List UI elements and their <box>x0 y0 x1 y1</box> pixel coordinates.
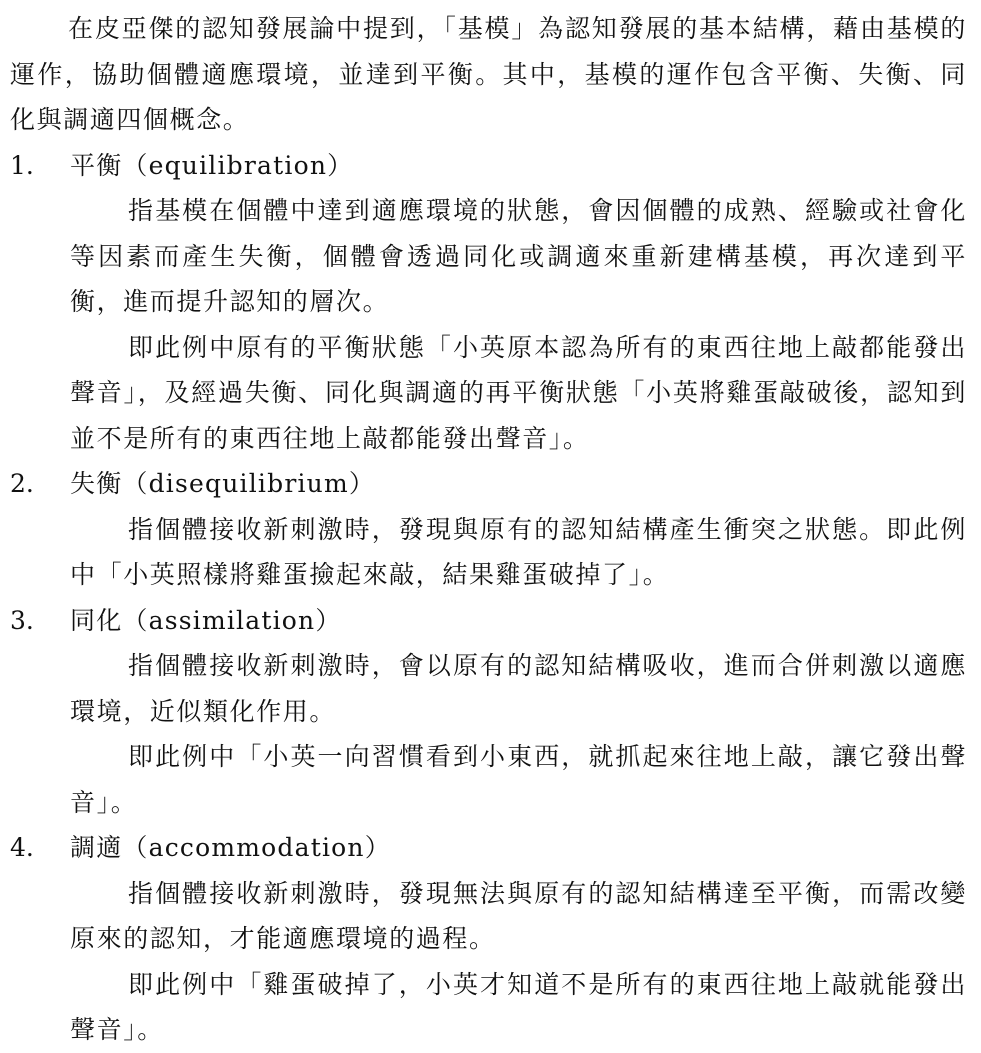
example-paragraph: 即此例中「小英一向習慣看到小東西，就抓起來往地上敲，讓它發出聲音」。 <box>70 742 967 817</box>
example-paragraph: 即此例中原有的平衡狀態「小英原本認為所有的東西往地上敲都能發出聲音」，及經過失衡、同化與調適的再平衡狀態「小英將雞蛋敲破後，認知到並不是所有的東西往地上敲都能發出聲音」。 <box>70 332 967 453</box>
example-paragraph: 即此例中「雞蛋破掉了，小英才知道不是所有的東西往地上敲就能發出聲音」。 <box>70 969 967 1044</box>
item-title: 失衡（disequilibrium） <box>70 469 376 498</box>
definition-paragraph: 指個體接收新刺激時，發現與原有的認知結構產生衝突之狀態。即此例中「小英照樣將雞蛋撿起來敲，結果雞蛋破掉了」。 <box>70 514 967 589</box>
concept-item-assimilation <box>10 598 967 826</box>
item-heading <box>10 598 967 644</box>
concept-item-accommodation <box>10 825 967 1053</box>
item-title: 調適（accommodation） <box>70 833 391 862</box>
definition-paragraph: 指個體接收新刺激時，發現無法與原有的認知結構達至平衡，而需改變原來的認知，才能適應環境的過程。 <box>70 878 967 953</box>
item-number: 1. <box>10 150 34 180</box>
item-heading <box>10 461 967 507</box>
definition-paragraph: 指基模在個體中達到適應環境的狀態，會因個體的成熟、經驗或社會化等因素而產生失衡，個體會透過同化或調適來重新建構基模，再次達到平衡，進而提升認知的層次。 <box>70 196 967 316</box>
item-heading <box>10 825 967 871</box>
concept-item-equilibration <box>10 143 967 462</box>
item-number: 2. <box>10 469 34 498</box>
item-number: 3. <box>10 605 34 635</box>
item-title: 平衡（equilibration） <box>70 150 354 180</box>
definition-paragraph: 指個體接收新刺激時，會以原有的認知結構吸收，進而合併刺激以適應環境，近似類化作用。 <box>70 651 967 726</box>
intro-paragraph: 在皮亞傑的認知發展論中提到，「基模」為認知發展的基本結構，藉由基模的運作，協助個體適應環境，並達到平衡。其中，基模的運作包含平衡、失衡、同化與調適四個概念。 <box>10 14 967 134</box>
item-title: 同化（assimilation） <box>70 605 342 635</box>
item-heading <box>10 143 967 189</box>
concept-item-disequilibrium <box>10 461 967 598</box>
item-number: 4. <box>10 833 34 862</box>
